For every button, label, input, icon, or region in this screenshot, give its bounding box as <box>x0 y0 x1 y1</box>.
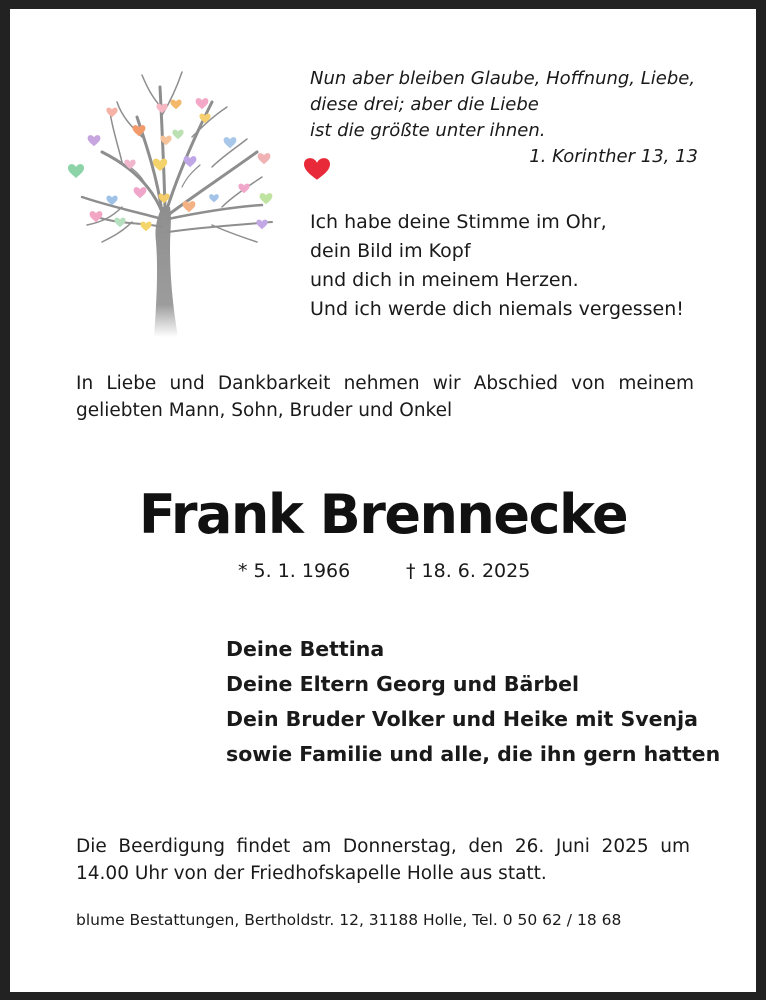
mourner-line: sowie Familie und alle, die ihn gern hatten <box>226 742 721 766</box>
mourners-list <box>226 632 746 772</box>
mourner-line: Dein Bruder Volker und Heike mit Svenja <box>226 707 698 731</box>
funeral-line: Die Beerdigung findet am Donnerstag, den 26. Juni 2025 um <box>76 836 690 857</box>
funeral-notice <box>76 833 690 887</box>
verse-line: diese drei; aber die Liebe <box>310 94 539 115</box>
tree-of-hearts-illustration <box>62 47 292 337</box>
deceased-name: Frank Brennecke <box>138 483 628 546</box>
memorial-poem <box>310 208 710 324</box>
farewell-intro <box>76 370 694 424</box>
verse-reference: 1. Korinther 13, 13 <box>529 146 698 167</box>
poem-line: dein Bild im Kopf <box>310 240 471 262</box>
birth-date: * 5. 1. 1966 <box>238 560 351 582</box>
verse-line: ist die größte unter ihnen. <box>310 120 546 141</box>
verse-line: Nun aber bleiben Glaube, Hoffnung, Liebe, <box>310 68 696 89</box>
poem-line: und dich in meinem Herzen. <box>310 269 579 291</box>
mourner-line: Deine Eltern Georg und Bärbel <box>226 672 580 696</box>
death-date: † 18. 6. 2025 <box>406 560 531 582</box>
mourner-line: Deine Bettina <box>226 637 385 661</box>
bible-verse <box>310 66 698 170</box>
funeral-line: 14.00 Uhr von der Friedhofskapelle Holle aus statt. <box>76 863 547 884</box>
intro-line: In Liebe und Dankbarkeit nehmen wir Abschied von meinem <box>76 373 694 394</box>
poem-line: Ich habe deine Stimme im Ohr, <box>310 211 607 233</box>
funeral-home-contact: blume Bestattungen, Bertholdstr. 12, 31188 Holle, Tel. 0 50 62 / 18 68 <box>76 911 622 929</box>
intro-line: geliebten Mann, Sohn, Bruder und Onkel <box>76 400 453 421</box>
poem-line: Und ich werde dich niemals vergessen! <box>310 298 684 320</box>
obituary-notice <box>10 9 756 992</box>
